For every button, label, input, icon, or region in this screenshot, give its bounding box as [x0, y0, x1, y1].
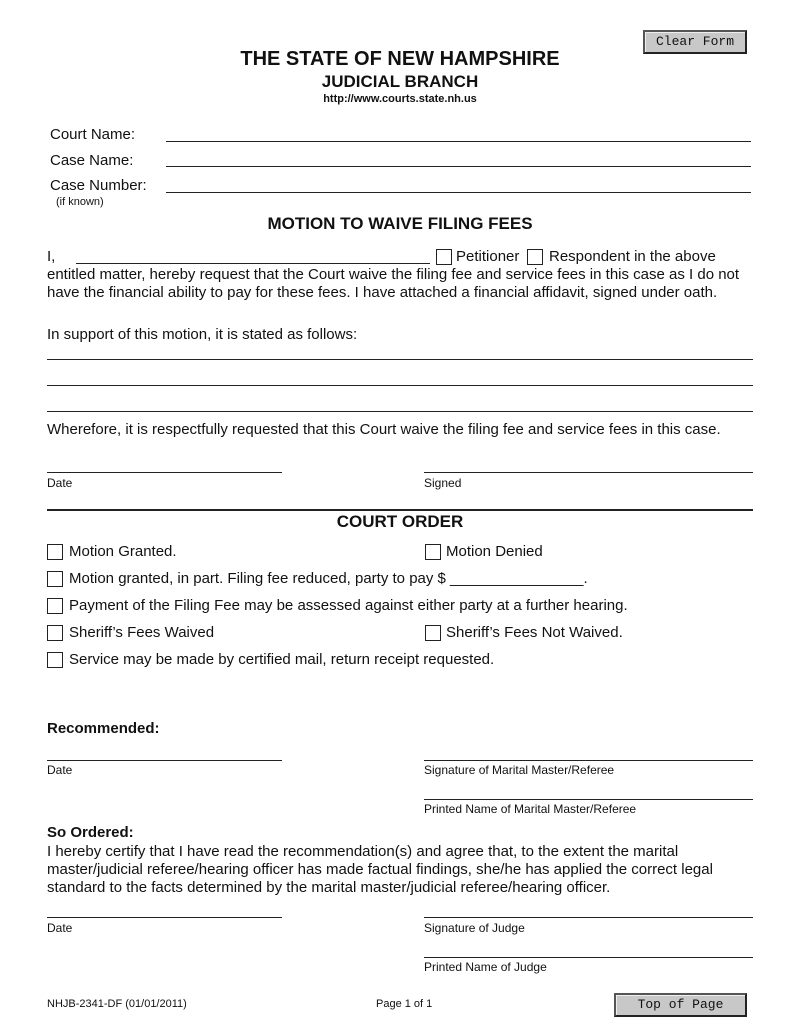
i-label: I, — [47, 248, 56, 265]
case-name-field[interactable] — [166, 166, 751, 167]
recommended-date-field[interactable] — [47, 760, 282, 761]
support-line-2[interactable] — [47, 385, 753, 386]
support-line-1[interactable] — [47, 359, 753, 360]
service-checkbox[interactable] — [47, 652, 63, 668]
denied-checkbox[interactable] — [425, 544, 441, 560]
clear-form-button[interactable]: Clear Form — [643, 30, 747, 54]
service-label: Service may be made by certified mail, return receipt requested. — [69, 651, 495, 668]
support-label: In support of this motion, it is stated as follows: — [47, 326, 358, 343]
sheriff-waived-checkbox[interactable] — [47, 625, 63, 641]
master-printed-name-label: Printed Name of Marital Master/Referee — [424, 802, 637, 816]
court-url: http://www.courts.state.nh.us — [323, 93, 477, 105]
granted-part-label: Motion granted, in part. Filing fee reduced, party to pay $ ________________. — [69, 570, 588, 587]
page-subtitle: JUDICIAL BRANCH — [321, 72, 479, 91]
denied-label: Motion Denied — [446, 543, 543, 560]
certify-text: I hereby certify that I have read the recommendation(s) and agree that, to the extent the marital master/judicial referee/hearing officer has made factual findings, she/he has applied the correct legal standard to the facts determined by the marital master/judicial referee/hearing officer. — [47, 843, 713, 896]
master-signature-label: Signature of Marital Master/Referee — [424, 763, 615, 777]
case-name-label: Case Name: — [50, 152, 134, 169]
signed-label: Signed — [424, 476, 462, 490]
petitioner-checkbox[interactable] — [436, 249, 452, 265]
judge-date-field[interactable] — [47, 917, 282, 918]
if-known-note: (if known) — [56, 196, 104, 208]
recommended-date-label: Date — [47, 763, 73, 777]
granted-label: Motion Granted. — [69, 543, 177, 560]
court-order-heading: COURT ORDER — [336, 512, 464, 531]
judge-printed-name-field[interactable] — [424, 957, 753, 958]
page-number: Page 1 of 1 — [376, 998, 433, 1010]
sheriff-waived-label: Sheriff’s Fees Waived — [69, 624, 215, 641]
granted-part-checkbox[interactable] — [47, 571, 63, 587]
judge-date-label: Date — [47, 921, 73, 935]
granted-checkbox[interactable] — [47, 544, 63, 560]
motion-date-label: Date — [47, 476, 73, 490]
judge-signature-label: Signature of Judge — [424, 921, 525, 935]
case-number-label: Case Number: — [50, 177, 147, 194]
page-title: THE STATE OF NEW HAMPSHIRE — [240, 48, 560, 70]
support-line-3[interactable] — [47, 411, 753, 412]
respondent-checkbox[interactable] — [527, 249, 543, 265]
form-id: NHJB-2341-DF (01/01/2011) — [47, 998, 187, 1010]
court-name-field[interactable] — [166, 141, 751, 142]
payment-label: Payment of the Filing Fee may be assessed against either party at a further hearing. — [69, 597, 628, 614]
recommended-label: Recommended: — [47, 720, 160, 737]
judge-signature-field[interactable] — [424, 917, 753, 918]
master-printed-name-field[interactable] — [424, 799, 753, 800]
court-name-label: Court Name: — [50, 126, 136, 143]
judge-printed-name-label: Printed Name of Judge — [424, 960, 547, 974]
motion-heading: MOTION TO WAIVE FILING FEES — [267, 214, 533, 233]
respondent-label: Respondent in the above — [549, 248, 716, 265]
sheriff-not-waived-label: Sheriff’s Fees Not Waived. — [446, 624, 623, 641]
payment-checkbox[interactable] — [47, 598, 63, 614]
case-number-field[interactable] — [166, 192, 751, 193]
petitioner-label: Petitioner — [456, 248, 520, 265]
section-divider — [47, 509, 753, 511]
sheriff-not-waived-checkbox[interactable] — [425, 625, 441, 641]
motion-signature-field[interactable] — [424, 472, 753, 473]
wherefore-text: Wherefore, it is respectfully requested that this Court waive the filing fee and service fees in this case. — [47, 421, 721, 438]
so-ordered-label: So Ordered: — [47, 824, 134, 841]
motion-date-field[interactable] — [47, 472, 282, 473]
master-signature-field[interactable] — [424, 760, 753, 761]
motion-body: entitled matter, hereby request that the Court waive the filing fee and service fees in this case as I do not have the financial ability to pay for these fees. I have attached a financial affidavit, signed under oath. — [47, 266, 740, 301]
party-name-field[interactable] — [76, 263, 430, 264]
top-of-page-button[interactable]: Top of Page — [614, 993, 747, 1017]
